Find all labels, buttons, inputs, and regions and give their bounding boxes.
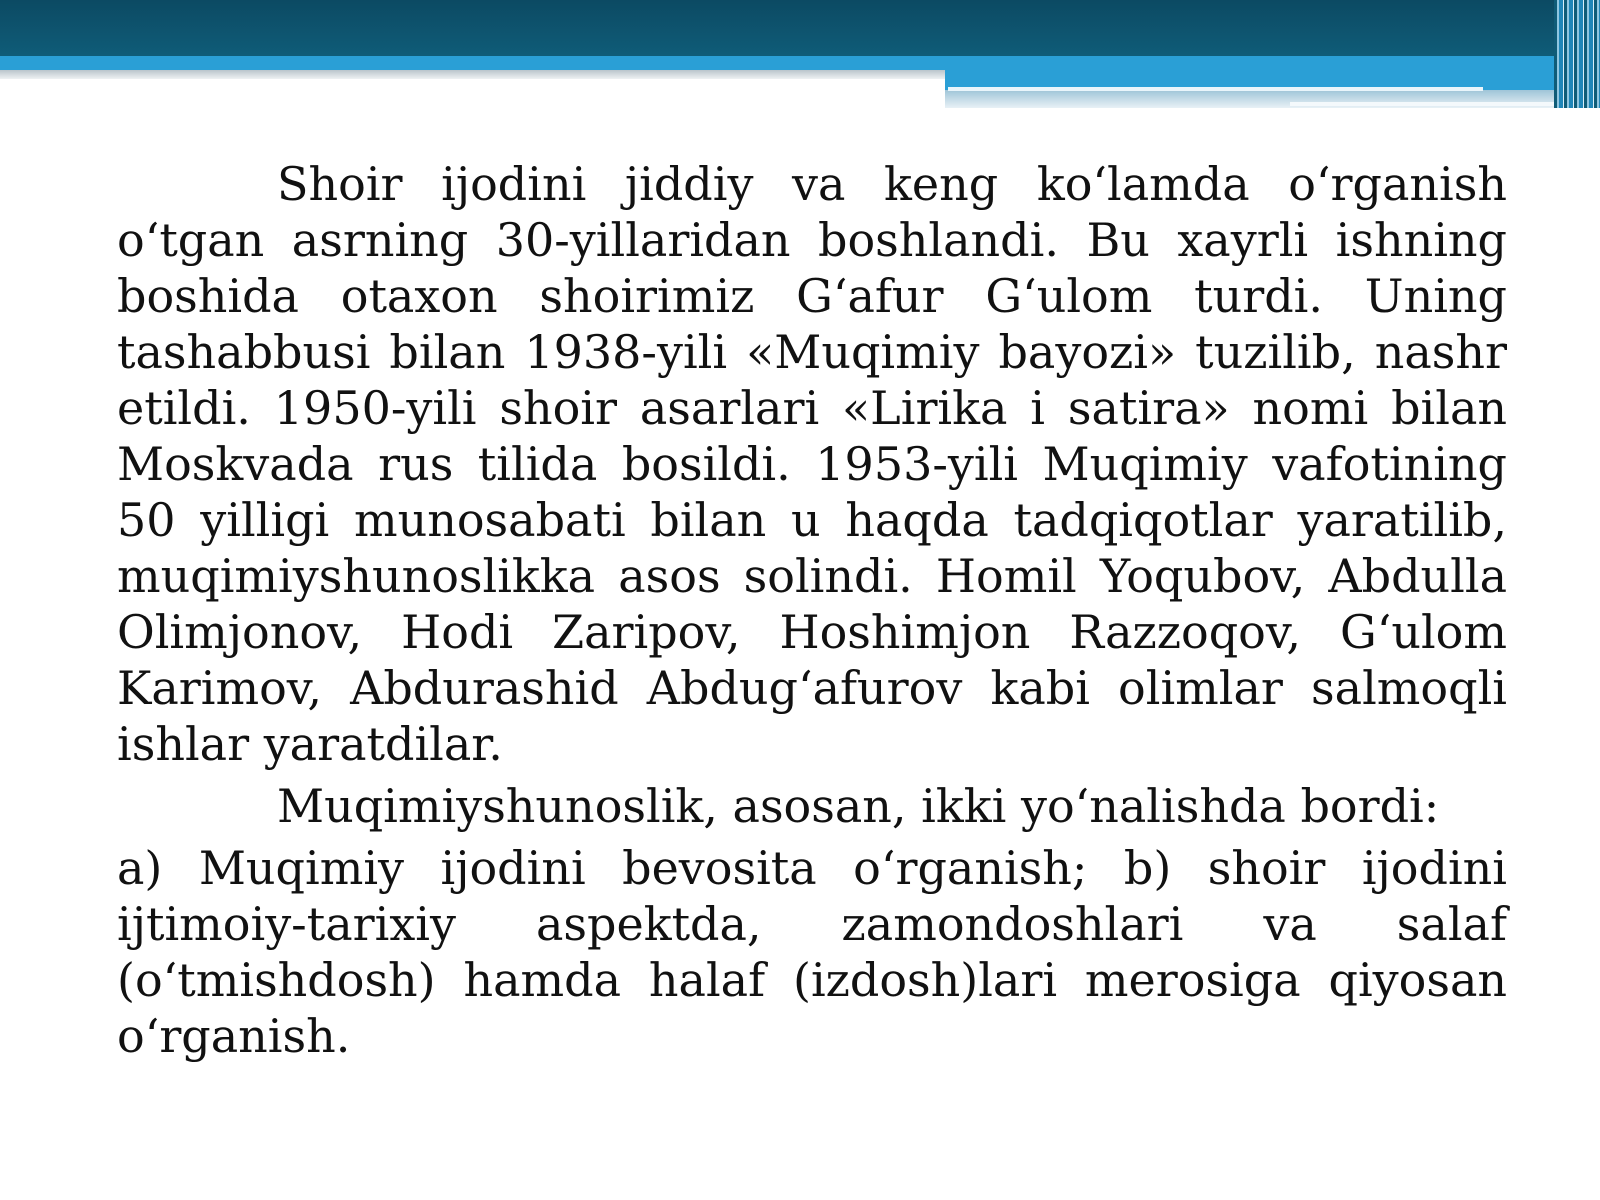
paragraph-history: Shoir ijodini jiddiy va keng koʻlamda oʻrganish oʻtgan asrning 30-yillaridan boshlandi. Bu xayrli ishning boshida otaxon shoirimiz Gʻafur Gʻulom turdi. Uning tashabbusi bilan 1938-yili «Muqimiy bayozi» tuzilib, nashr etildi. 1950-yili shoir asarlari «Lirika i satira» nomi bilan Moskvada rus tilida bosildi. 1953-yili Muqimiy vafotining 50 yilligi munosabati bilan u haqda tadqiqotlar yaratilib, muqimiyshunoslikka asos solindi. Homil Yoqubov, Abdulla Olimjonov, Hodi Zaripov, Hoshimjon Razzoqov, Gʻulom Karimov, Abdurashid Abdugʻafurov kabi olimlar salmoqli ishlar yaratdilar. [117,157,1507,771]
header-band-dark [0,0,1600,56]
header-band-light-left [0,56,945,70]
header-band-light-right [945,56,1570,90]
header-right-stripes [1554,0,1600,108]
slide-body-text [117,156,1507,1064]
paragraph-directions-list: a) Muqimiy ijodini bevosita oʻrganish; b) shoir ijodini ijtimoiy-tarixiy aspektda, zamondoshlari va salaf (oʻtmishdosh) hamda halaf (izdosh)lari merosiga qiyosan oʻrganish. [117,841,1507,1063]
header-highlight-line-short [1290,102,1572,106]
header-band-shadow-left [0,70,945,79]
paragraph-directions-intro: Muqimiyshunoslik, asosan, ikki yoʻnalishda bordi: [277,779,1440,833]
header-highlight-line [948,87,1483,91]
